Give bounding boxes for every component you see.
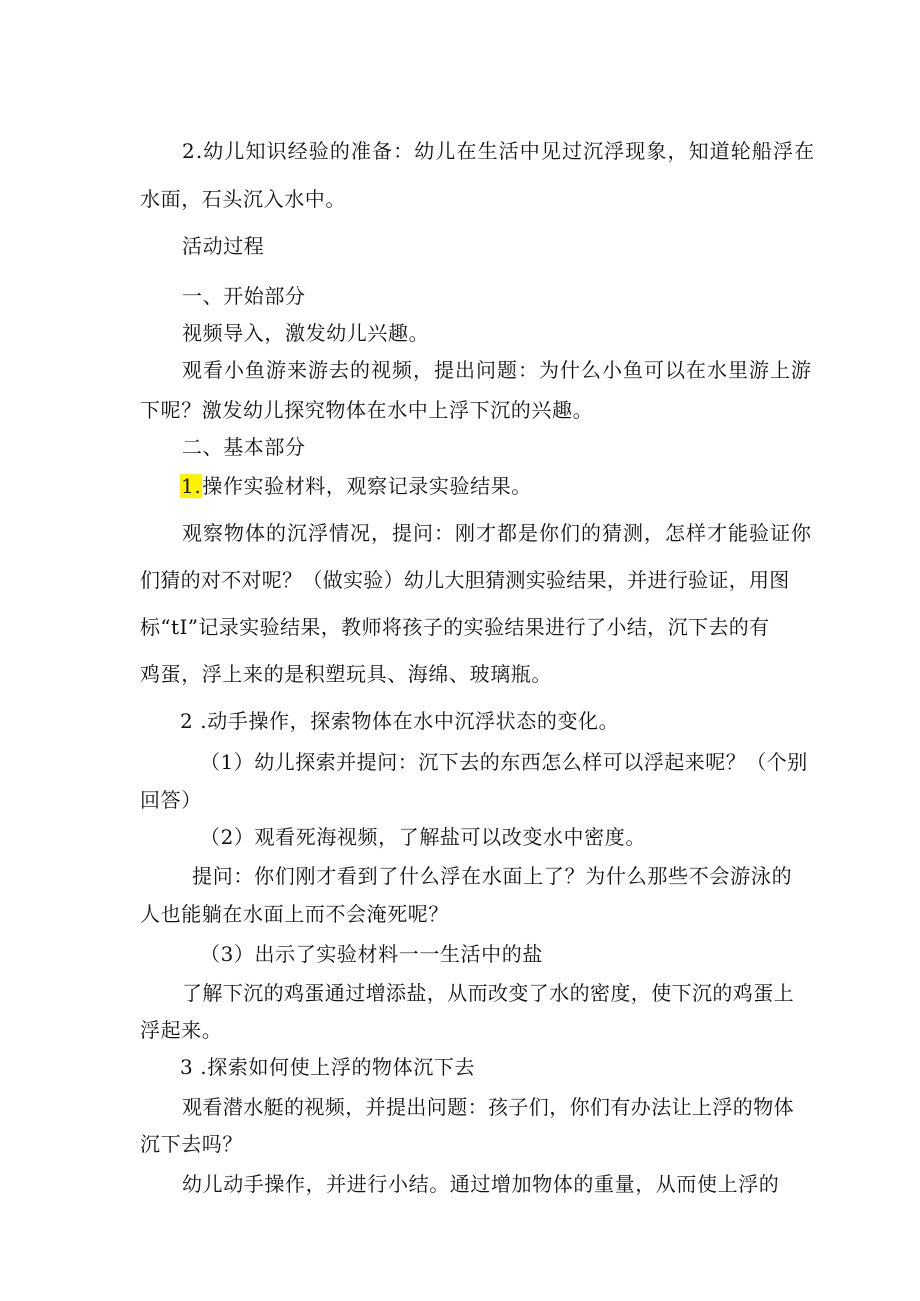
paragraph-line: 浮起来。 <box>140 1018 223 1042</box>
paragraph-line: 们猜的对不对呢？（做实验）幼儿大胆猜测实验结果，并进行验证，用图 <box>140 568 790 592</box>
paragraph-line: 视频导入，激发幼儿兴趣。 <box>182 321 430 345</box>
paragraph-line: 人也能躺在水面上而不会淹死呢？ <box>140 902 449 926</box>
section-heading: 一、开始部分 <box>182 284 306 308</box>
item-text: 操作实验材料，观察记录实验结果。 <box>202 474 532 498</box>
paragraph-line: 沉下去吗？ <box>140 1132 243 1156</box>
paragraph-line: （1）幼儿探索并提问：沉下去的东西怎么样可以浮起来呢？（个别 <box>200 750 808 774</box>
numbered-item: 2 .动手操作，探索物体在水中沉浮状态的变化。 <box>180 709 620 733</box>
paragraph-line: （3）出示了实验材料一一生活中的盐 <box>200 942 543 966</box>
section-heading: 二、基本部分 <box>182 435 306 459</box>
paragraph-line: 回答） <box>140 788 202 812</box>
paragraph-line: 水面，石头沉入水中。 <box>140 187 346 211</box>
paragraph-line: 观察物体的沉浮情况，提问：刚才都是你们的猜测，怎样才能验证你 <box>182 521 812 545</box>
numbered-item <box>180 471 532 501</box>
paragraph-line: 提问：你们刚才看到了什么浮在水面上了？为什么那些不会游泳的 <box>192 864 793 888</box>
paragraph-line: 幼儿动手操作，并进行小结。通过增加物体的重量，从而使上浮的 <box>182 1172 780 1196</box>
section-heading: 活动过程 <box>182 234 265 258</box>
paragraph-line: 了解下沉的鸡蛋通过增添盐，从而改变了水的密度，使下沉的鸡蛋上 <box>182 981 794 1005</box>
paragraph-line: （2）观看死海视频，了解盐可以改变水中密度。 <box>200 825 646 849</box>
paragraph-line: 下呢？激发幼儿探究物体在水中上浮下沉的兴趣。 <box>140 398 594 422</box>
paragraph-line: 鸡蛋，浮上来的是积塑玩具、海绵、玻璃瓶。 <box>140 662 552 686</box>
numbered-item: 3 .探索如何使上浮的物体沉下去 <box>180 1055 476 1079</box>
paragraph-line: 观看潜水艇的视频，并提出问题：孩子们，你们有办法让上浮的物体 <box>182 1095 794 1119</box>
paragraph-line: 标“tI”记录实验结果，教师将孩子的实验结果进行了小结，沉下去的有 <box>140 615 770 639</box>
paragraph-line: 2.幼儿知识经验的准备：幼儿在生活中见过沉浮现象，知道轮船浮在 <box>182 139 816 163</box>
paragraph-line: 观看小鱼游来游去的视频，提出问题：为什么小鱼可以在水里游上游 <box>182 358 812 382</box>
highlighted-number: 1. <box>181 474 202 498</box>
